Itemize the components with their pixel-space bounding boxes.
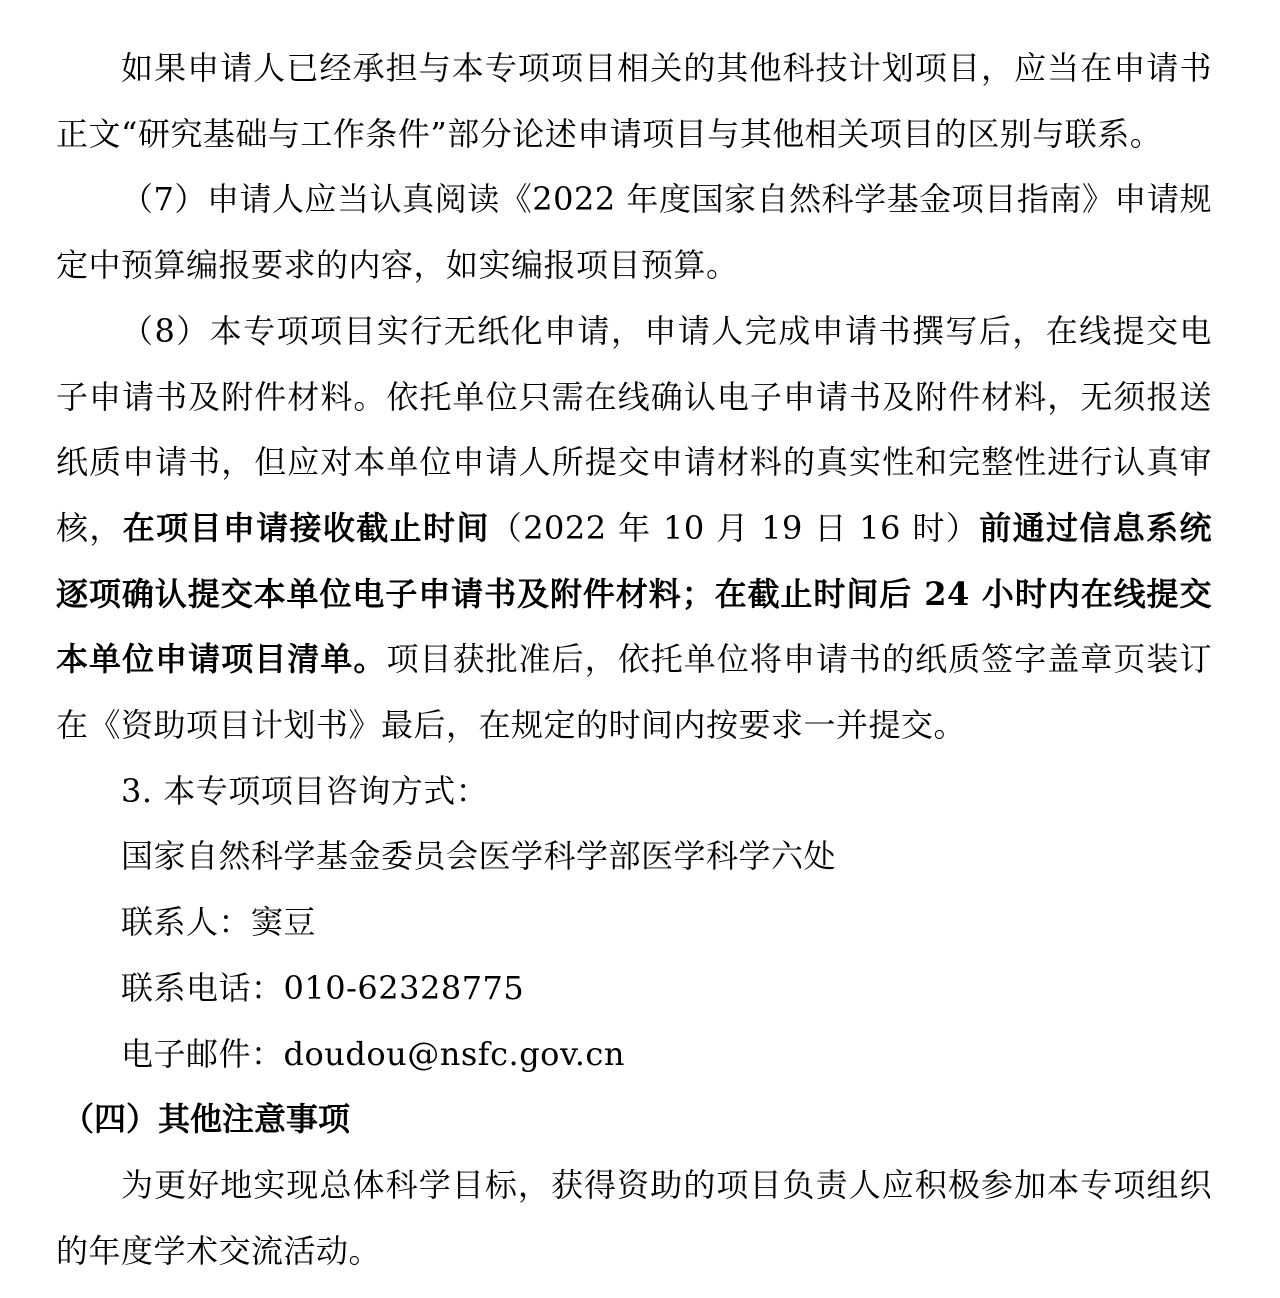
paragraph-related-projects: 如果申请人已经承担与本专项项目相关的其他科技计划项目，应当在申请书正文“研究基础与工作条件”部分论述申请项目与其他相关项目的区别与联系。 [56,49,1212,153]
paragraph-item-7: （7）申请人应当认真阅读《2022 年度国家自然科学基金项目指南》申请规定中预算编报要求的内容，如实编报项目预算。 [56,180,1212,285]
contact-person: 联系人：窦豆 [121,903,317,942]
contact-phone: 联系电话：010-62328775 [121,968,525,1007]
item-8-bold-2: 前通过信息系统逐项确认提交本单位电子申请书及附件材料；在截止时间后 24 小时内在线提交本单位申请项目清单。 [56,508,1212,679]
section-heading-other-notes: （四）其他注意事项 [62,1100,351,1139]
contact-title: 3. 本专项项目咨询方式： [121,771,489,810]
item-8-text-2: （2022 年 10 月 19 日 16 时） [489,508,980,547]
item-8-text-3: 项目获批准后，依托单位将申请书的纸质签字盖章页装订在《资助项目计划书》最后，在规定的时间内按要求一并提交。 [56,640,1212,745]
paragraph-item-8 [56,299,1212,759]
contact-department: 国家自然科学基金委员会医学科学部医学科学六处 [121,837,837,876]
item-8-bold-1: 在项目申请接收截止时间 [122,508,490,547]
item-8-text-1: （8）本专项项目实行无纸化申请，申请人完成申请书撰写后，在线提交电子申请书及附件材料。依托单位只需在线确认电子申请书及附件材料，无须报送纸质申请书，但应对本单位申请人所提交申请材料的真实性和完整性进行认真审核， [56,311,1212,547]
contact-email: 电子邮件：doudou@nsfc.gov.cn [121,1034,625,1073]
paragraph-other-notes: 为更好地实现总体科学目标，获得资助的项目负责人应积极参加本专项组织的年度学术交流活动。 [56,1165,1212,1270]
